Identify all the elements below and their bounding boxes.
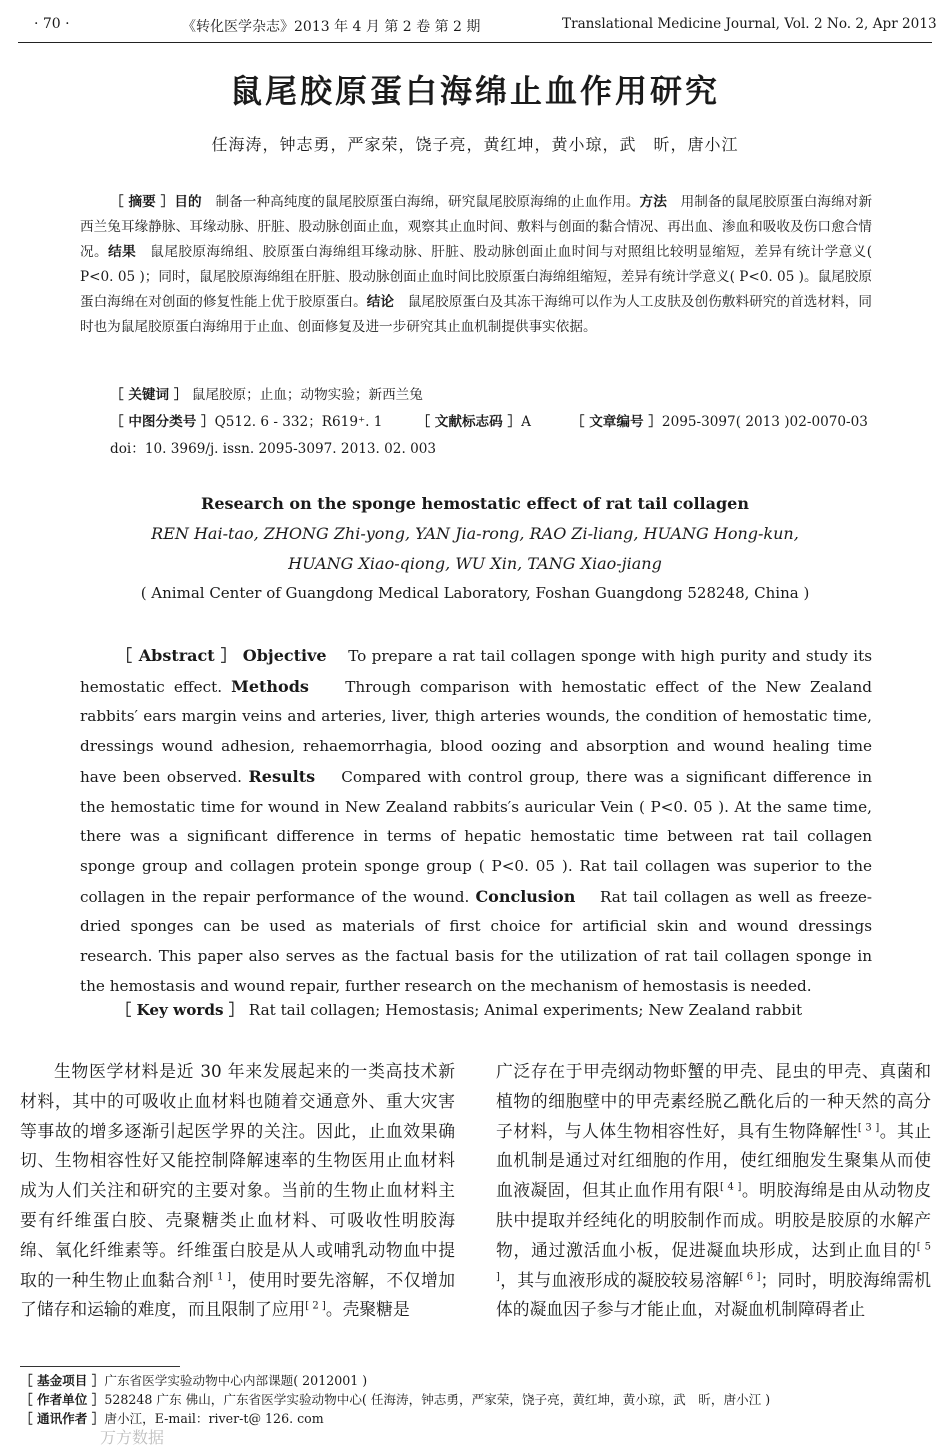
- authors-en-line1: REN Hai-tao, ZHONG Zhi-yong, YAN Jia-rong, RAO Zi-liang, HUANG Hong-kun,: [151, 524, 799, 543]
- methods-text-en: Through comparison with hemostatic effect of the New Zealand rabbits′ ears margin veins and arteries, liver, thigh arteries wounds, the condition of hemostatic time, dressings wound adhesion, rehaemorrhagia, blood oozing and absorption and wound healing time have been observed.: [80, 677, 873, 786]
- affiliation-en: ( Animal Center of Guangdong Medical Laboratory, Foshan Guangdong 528248, China ): [140, 584, 810, 602]
- doc-code-value: A: [521, 414, 531, 430]
- conclusion-text-cn: 鼠尾胶原蛋白及其冻干海绵可以作为人工皮肤及创伤敷料研究的首选材料，同时也为鼠尾胶原蛋白海绵用于止血、创面修复及进一步研究其止血机制提供事实依据。: [80, 294, 872, 335]
- objective-text-cn: 制备一种高纯度的鼠尾胶原蛋白海绵，研究鼠尾胶原海绵的止血作用。: [215, 194, 640, 210]
- body-column-left: [20, 1057, 455, 1325]
- corr-text: 唐小江，E-mail：river-t@ 126. com: [104, 1411, 324, 1426]
- body-right-text-4: ，其与血液形成的凝胶较易溶解: [499, 1269, 740, 1290]
- citation-3: [ 3 ]: [857, 1122, 880, 1133]
- keywords-en-label: ［ Key words ］: [116, 1001, 244, 1019]
- methods-text-cn: 用制备的鼠尾胶原蛋白海绵对新西兰兔耳缘静脉、耳缘动脉、肝脏、股动脉创面止血，观察其止血时间、敷料与创面的黏合情况、再出血、渗血和吸收及伤口愈合情况。: [80, 194, 873, 260]
- objective-text-en: To prepare a rat tail collagen sponge with high purity and study its hemostatic effect.: [80, 647, 872, 696]
- results-label-en: Results: [248, 766, 316, 786]
- conclusion-label-en: Conclusion: [475, 886, 576, 906]
- abstract-cn: [80, 190, 872, 340]
- methods-label-en: Methods: [231, 676, 309, 696]
- doi: doi：10. 3969/j. issn. 2095-3097. 2013. 02. 003: [110, 441, 437, 457]
- footnote-fund: [20, 1370, 367, 1389]
- conclusion-label-cn: 结论: [366, 294, 395, 310]
- fund-text: 广东省医学实验动物中心内部课题( 2012001 ): [104, 1373, 368, 1388]
- journal-name-en: Translational Medicine Journal, Vol. 2 No. 2, Apr 2013: [562, 16, 937, 32]
- results-label-cn: 结果: [108, 244, 137, 260]
- results-text-cn: 鼠尾胶原海绵组、胶原蛋白海绵组耳缘动脉、肝脏、股动脉创面止血时间与对照组比较明显缩短，差异有统计学意义( P<0. 05 )；同时，鼠尾胶原海绵组在肝脏、股动脉创面止血时间比胶原蛋白海绵组缩短，差异有统计学意义( P<0. 05 )。鼠尾胶原蛋白海绵在对创面的修复性能上优于胶原蛋白。: [80, 244, 873, 310]
- conclusion-text-en: Rat tail collagen as well as freeze-dried sponges can be used as materials of first choice for artificial skin and wound dressings research. This paper also serves as the factual basis for the utilization of rat tail collagen sponge in the hemostasis and wound repair, further research on the mechanism of hemostasis is needed.: [80, 887, 872, 995]
- body-left-text-2: ，使用时要先溶解，不仅增加了储存和运输的难度，而且限制了应用: [20, 1269, 455, 1320]
- keywords-en: [80, 999, 872, 1020]
- keywords-cn-text: 鼠尾胶原；止血；动物实验；新西兰兔: [191, 387, 423, 403]
- footnote-unit: [20, 1389, 770, 1408]
- abstract-en: [80, 641, 872, 1001]
- article-title-cn: 鼠尾胶原蛋白海绵止血作用研究: [229, 72, 720, 110]
- body-right-text-3: 。明胶海绵是由从动物皮肤中提取并经纯化的明胶制作而成。明胶是胶原的水解产物，通过激活血小板，促进凝血块形成，达到止血目的: [496, 1180, 931, 1260]
- citation-1: [ 1 ]: [209, 1270, 231, 1282]
- fund-label: ［ 基金项目 ］: [20, 1373, 105, 1388]
- article-no-label: ［ 文章编号 ］: [570, 414, 662, 430]
- citation-2: [ 2 ]: [305, 1300, 326, 1312]
- body-left-text-3: 。壳聚糖是: [325, 1299, 410, 1320]
- citation-6: [ 6 ]: [739, 1270, 761, 1282]
- body-right-text-5: ；同时，明胶海绵需机体的凝血因子参与才能止血，对凝血机制障碍者止: [496, 1269, 931, 1320]
- corr-label: ［ 通讯作者 ］: [20, 1411, 105, 1426]
- authors-cn: 任海涛，钟志勇，严家荣，饶子亮，黄红坤，黄小琼，武 昕，唐小江: [211, 135, 739, 154]
- body-column-right: [496, 1057, 931, 1325]
- footnote-rule: [20, 1366, 180, 1367]
- keywords-cn-label: ［ 关键词 ］: [110, 387, 188, 403]
- keywords-cn: [110, 383, 910, 403]
- citation-4: [ 4 ]: [720, 1181, 742, 1193]
- objective-label-cn: 目的: [174, 194, 202, 210]
- article-no-value: 2095-3097( 2013 )02-0070-03: [661, 414, 868, 430]
- header-rule: [18, 42, 932, 43]
- results-text-en: Compared with control group, there was a significant difference in the hemostatic time for wound in New Zealand rabbits′s auricular Vein ( P<0. 05 ). At the same time, there was a significant difference in terms of hepatic hemostatic time between rat tail collagen sponge group and collagen protein sponge group ( P<0. 05 ). Rat tail collagen was superior to the collagen in the repair performance of the wound.: [80, 767, 872, 906]
- keywords-en-text: Rat tail collagen; Hemostasis; Animal experiments; New Zealand rabbit: [248, 1001, 803, 1019]
- clc-label: ［ 中图分类号 ］: [110, 414, 215, 430]
- classification-line: [110, 410, 910, 430]
- journal-name-cn: 《转化医学杂志》2013 年 4 月 第 2 卷 第 2 期: [182, 19, 481, 35]
- methods-label-cn: 方法: [639, 194, 667, 210]
- abstract-cn-label: ［ 摘要 ］: [110, 194, 175, 210]
- article-title-en: Research on the sponge hemostatic effect of rat tail collagen: [201, 494, 749, 513]
- footnote-corresponding: [20, 1408, 324, 1427]
- body-left-text-1: 生物医学材料是近 30 年来发展起来的一类高技术新材料，其中的可吸收止血材料也随着交通意外、重大灾害等事故的增多逐渐引起医学界的关注。因此，止血效果确切、生物相容性好又能控制降解速率的生物医用止血材料成为人们关注和研究的主要对象。当前的生物止血材料主要有纤维蛋白胶、壳聚糖类止血材料、可吸收性明胶海绵、氧化纤维素等。纤维蛋白胶是从人或哺乳动物血中提取的一种生物止血黏合剂: [20, 1061, 455, 1290]
- doc-code-label: ［ 文献标志码 ］: [416, 414, 522, 430]
- unit-label: ［ 作者单位 ］: [20, 1392, 105, 1407]
- body-right-text-1: 广泛存在于甲壳纲动物虾蟹的甲壳、昆虫的甲壳、真菌和植物的细胞壁中的甲壳素经脱乙酰化后的一种天然的高分子材料，与人体生物相容性好，具有生物降解性: [496, 1061, 931, 1141]
- body-right-text-2: 。其止血机制是通过对红细胞的作用，使红细胞发生聚集从而使血液凝固，但其止血作用有限: [496, 1120, 931, 1201]
- abstract-en-label: ［ Abstract ］: [116, 646, 238, 665]
- watermark: 万方数据: [100, 1428, 165, 1447]
- unit-text: 528248 广东 佛山，广东省医学实验动物中心( 任海涛，钟志勇，严家荣，饶子亮，黄红坤，黄小琼，武 昕，唐小江 ): [104, 1392, 771, 1407]
- citation-5: [ 5 ]: [496, 1241, 931, 1282]
- authors-en-line2: HUANG Xiao-qiong, WU Xin, TANG Xiao-jiang: [288, 554, 662, 573]
- objective-label-en: Objective: [242, 646, 327, 665]
- page-number: · 70 ·: [34, 16, 70, 32]
- clc-value: Q512. 6 - 332；R619⁺. 1: [214, 414, 383, 430]
